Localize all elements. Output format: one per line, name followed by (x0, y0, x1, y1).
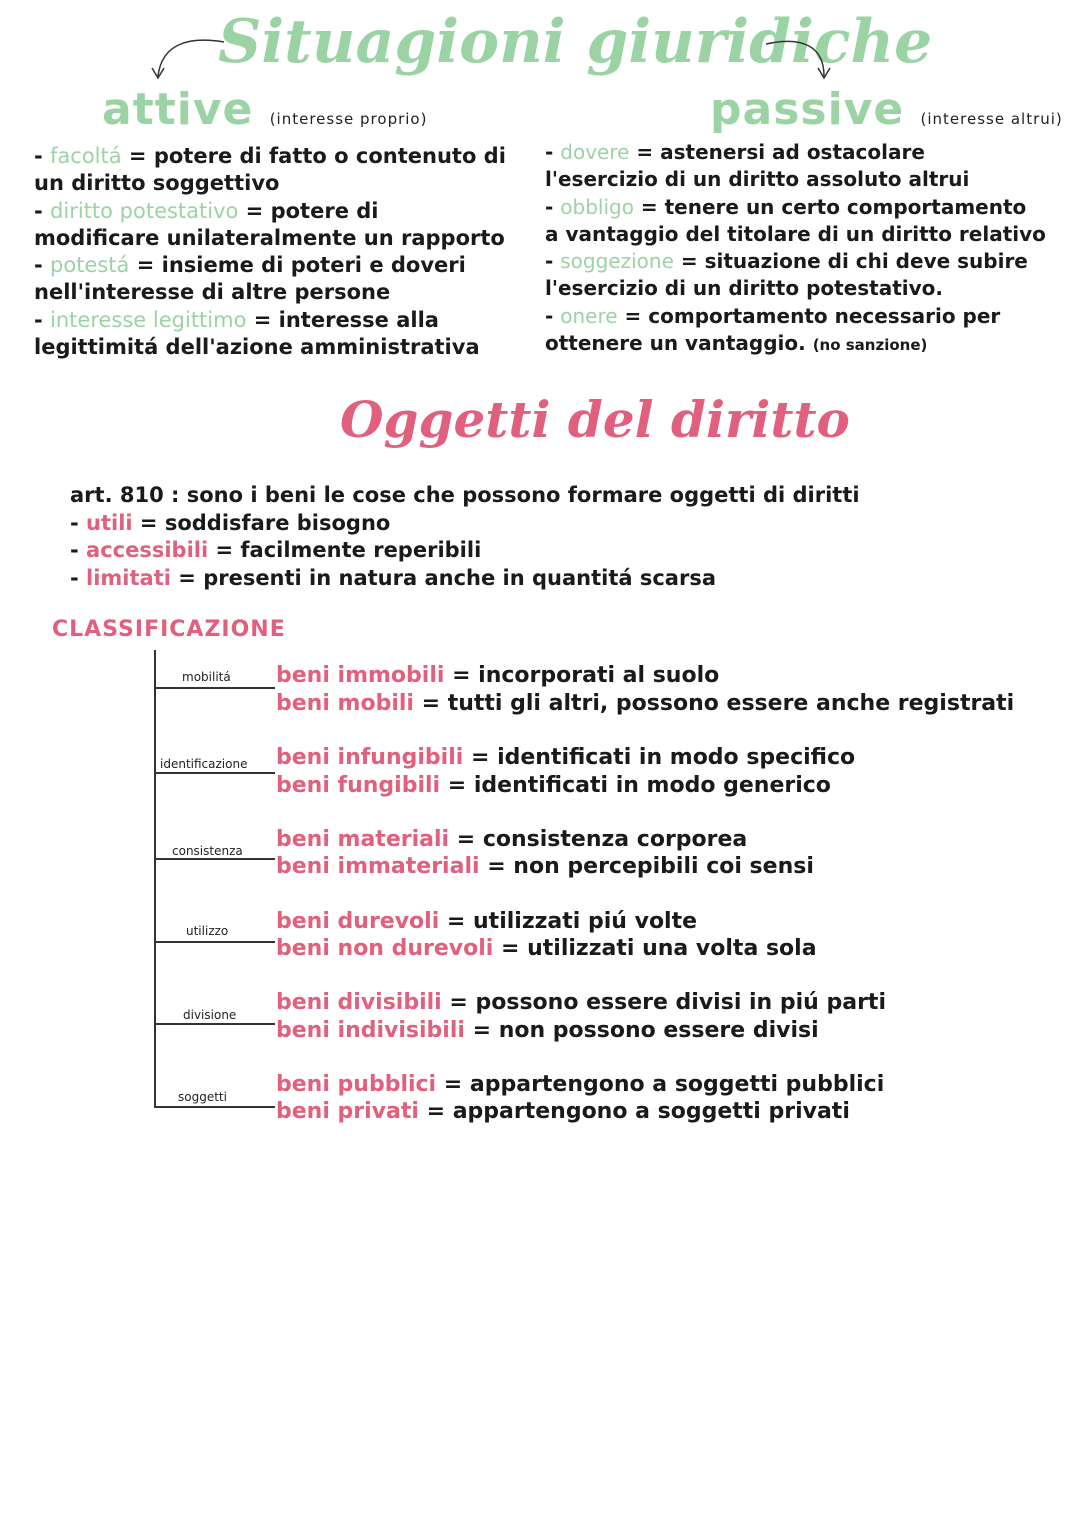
definition: ottenere un vantaggio. (545, 331, 806, 356)
class-item-beni-mobili: beni mobili = tutti gli altri, possono essere anche registrati (276, 691, 1015, 716)
attive-list (34, 143, 506, 361)
class-item-beni-infungibili: beni infungibili = identificati in modo specifico (276, 745, 856, 770)
term: obbligo (560, 194, 634, 219)
definition: insieme di poteri e doveri (161, 253, 466, 278)
tree-branch (155, 858, 275, 860)
page-title: Situagioni giuridiche (218, 7, 933, 77)
definition: astenersi ad ostacolare (660, 140, 925, 164)
attive-item-diritto-potestativo: - diritto potestativo = potere di (34, 198, 379, 223)
group-label-consistenza: consistenza (172, 844, 243, 858)
group-label-divisione: divisione (183, 1008, 237, 1022)
attive-item-potesta-cont: nell'interesse di altre persone (34, 280, 391, 305)
arrow-left-icon (148, 22, 228, 84)
term: beni indivisibili (276, 1018, 465, 1043)
passive-item-onere: - onere = comportamento necessario per (545, 303, 1001, 328)
term: diritto potestativo (50, 198, 239, 223)
term: onere (560, 303, 618, 328)
definition: situazione di chi deve subire (704, 249, 1028, 274)
definition: potere di (270, 198, 379, 223)
group-label-soggetti: soggetti (178, 1090, 227, 1104)
class-item-beni-privati: beni privati = appartengono a soggetti privati (276, 1099, 850, 1124)
attive-note: (interesse proprio) (269, 110, 428, 128)
arrow-right-icon (762, 26, 842, 84)
definition: possono essere divisi in piú parti (475, 990, 886, 1015)
class-item-beni-materiali: beni materiali = consistenza corporea (276, 827, 748, 852)
attive-item-diritto-potestativo-cont: modificare unilateralmente un rapporto (34, 225, 505, 250)
section-title-oggetti: Oggetti del diritto (340, 390, 850, 449)
definition: consistenza corporea (482, 827, 748, 852)
class-item-beni-immateriali: beni immateriali = non percepibili coi sensi (276, 854, 814, 879)
definition: tutti gli altri, possono essere anche registrati (447, 691, 1015, 716)
definition: identificati in modo specifico (497, 745, 856, 770)
passive-list (545, 139, 1046, 359)
term: soggezione (560, 249, 674, 274)
oggetti-block (70, 482, 860, 592)
term: utili (86, 510, 133, 535)
class-item-beni-non-durevoli: beni non durevoli = utilizzati una volta sola (276, 936, 817, 961)
definition: tenere un certo comportamento (664, 194, 1027, 219)
tree-branch (155, 772, 275, 774)
definition: interesse alla (278, 307, 439, 332)
tree-branch (155, 687, 275, 689)
class-item-beni-fungibili: beni fungibili = identificati in modo generico (276, 773, 831, 798)
attive-item-facolta-cont: un diritto soggettivo (34, 171, 280, 196)
term: interesse legittimo (50, 307, 247, 332)
term: beni mobili (276, 691, 414, 716)
term: beni non durevoli (276, 936, 494, 961)
tree-branch (155, 941, 275, 943)
passive-item-dovere-cont: l'esercizio di un diritto assoluto altrui (545, 167, 970, 192)
passive-item-soggezione: - soggezione = situazione di chi deve subire (545, 249, 1028, 274)
term: beni durevoli (276, 909, 440, 934)
attive-heading (102, 80, 427, 149)
requirement-utili: - utili = soddisfare bisogno (70, 510, 391, 535)
class-item-beni-immobili: beni immobili = incorporati al suolo (276, 663, 720, 688)
definition: potere di fatto o contenuto di (153, 144, 506, 168)
term: beni immateriali (276, 854, 480, 879)
term: dovere (560, 140, 630, 164)
group-label-identificazione: identificazione (160, 757, 248, 771)
definition: soddisfare bisogno (164, 510, 391, 535)
class-item-beni-divisibili: beni divisibili = possono essere divisi in piú parti (276, 990, 886, 1015)
definition: appartengono a soggetti privati (452, 1099, 850, 1124)
definition: utilizzati una volta sola (527, 936, 817, 961)
attive-item-interesse-legittimo: - interesse legittimo = interesse alla (34, 307, 439, 332)
term: beni materiali (276, 827, 450, 852)
term: limitati (86, 565, 171, 590)
definition: comportamento necessario per (648, 303, 1001, 328)
class-item-beni-pubblici: beni pubblici = appartengono a soggetti pubblici (276, 1072, 885, 1097)
term: beni divisibili (276, 990, 442, 1015)
definition: utilizzati piú volte (473, 909, 698, 934)
classificazione-heading: classificazione (52, 608, 286, 644)
requirement-limitati: - limitati = presenti in natura anche in quantitá scarsa (70, 565, 717, 590)
onere-note: (no sanzione) (812, 336, 928, 355)
definition: incorporati al suolo (478, 663, 720, 688)
term: facoltá (50, 144, 122, 168)
term: potestá (50, 253, 130, 278)
passive-item-onere-cont (545, 330, 1046, 359)
term: beni fungibili (276, 773, 441, 798)
group-label-mobilita: mobilitá (182, 670, 231, 684)
attive-title: attive (102, 84, 254, 135)
tree-branch (155, 1023, 275, 1025)
term: beni pubblici (276, 1072, 437, 1097)
definition: identificati in modo generico (473, 773, 831, 798)
passive-item-soggezione-cont: l'esercizio di un diritto potestativo. (545, 276, 944, 301)
term: beni immobili (276, 663, 445, 688)
passive-item-dovere: - dovere = astenersi ad ostacolare (545, 140, 925, 164)
term: accessibili (86, 538, 209, 562)
requirement-accessibili: - accessibili = facilmente reperibili (70, 538, 482, 562)
tree-vertical-line (154, 650, 156, 1108)
definition: non possono essere divisi (498, 1018, 819, 1043)
passive-item-obbligo-cont: a vantaggio del titolare di un diritto relativo (545, 221, 1046, 246)
class-item-beni-durevoli: beni durevoli = utilizzati piú volte (276, 909, 698, 934)
term: beni infungibili (276, 745, 464, 770)
passive-item-obbligo: - obbligo = tenere un certo comportamento (545, 194, 1027, 219)
attive-item-potesta: - potestá = insieme di poteri e doveri (34, 253, 466, 278)
term: beni privati (276, 1099, 419, 1124)
definition: non percepibili coi sensi (513, 854, 814, 879)
definition: presenti in natura anche in quantitá scarsa (203, 565, 717, 590)
definition: facilmente reperibili (240, 538, 482, 562)
class-item-beni-indivisibili: beni indivisibili = non possono essere divisi (276, 1018, 819, 1043)
passive-title: passive (710, 84, 905, 135)
tree-branch (155, 1106, 275, 1108)
definition: appartengono a soggetti pubblici (469, 1072, 885, 1097)
attive-item-interesse-legittimo-cont: legittimitá dell'azione amministrativa (34, 335, 480, 360)
art-810: art. 810 : sono i beni le cose che possono formare oggetti di diritti (70, 483, 860, 507)
group-label-utilizzo: utilizzo (186, 924, 229, 938)
passive-note: (interesse altrui) (920, 110, 1063, 128)
attive-item-facolta: - facoltá = potere di fatto o contenuto di (34, 144, 506, 168)
